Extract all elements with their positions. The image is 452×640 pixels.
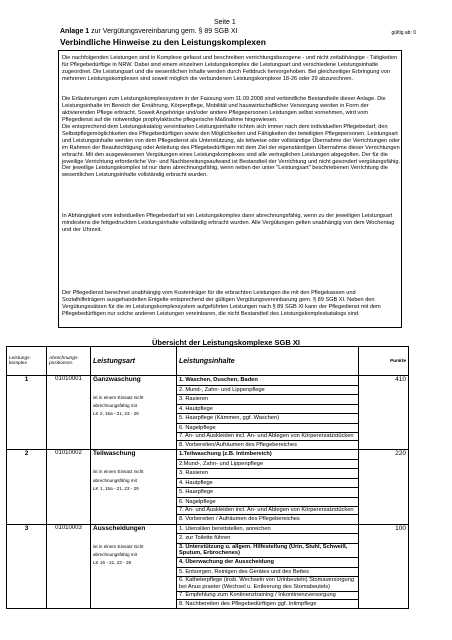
intro-box — [58, 50, 402, 328]
service-note-2: abrechnungsfähig mit — [93, 551, 137, 557]
content-item: 8. Vorbereiten / Aufräumen des Pflegebereiches — [179, 516, 300, 523]
content-item: 2.Mund-, Zahn- und Lippenpflege — [177, 460, 358, 470]
content-item: 3. Rasieren — [177, 469, 358, 479]
content-item: 3. Rasieren — [177, 395, 358, 405]
intro-paragraph-4: In Abhängigkeit vom individuellen Pflegebedarf ist ein Leistungskomplex dann abrechnungsfähig, wenn zu der jeweiligen Leistungsart mindestens die fettgedruckten Leistungsinhalte vollständig erbracht wurden. Alle Vergütungen gelten unabhängig von dem Wochentag und der Uhrzeit. — [62, 213, 395, 233]
content-item: 8. Nachbereiten des Pflegebedürftigen ggf. Intimpflege — [179, 600, 317, 607]
content-item: 7. An- und Auskleiden incl. An- und Ablegen von Körperersatzstücken — [177, 507, 358, 515]
service-table — [6, 346, 409, 609]
service-note-1: ist in einem Einsatz nicht — [93, 469, 144, 475]
content-item: 6. Nagelpflege — [177, 498, 358, 508]
table-header-row — [7, 347, 409, 376]
service-note-1: ist in einem Einsatz nicht — [93, 395, 144, 400]
service-note-2: abrechnungsfähig mit — [93, 477, 137, 483]
table-row — [7, 376, 409, 450]
valid-from: gültig ab: 0 — [391, 30, 416, 36]
content-item: 6. Nagelpflege — [177, 424, 358, 434]
service-type-title: Ausscheidungen — [93, 524, 146, 532]
content-item: 4. Hautpflege — [177, 405, 358, 415]
page-heading: Verbindliche Hinweise zu den Leistungskomplexen — [60, 37, 266, 47]
content-item: 6. Katheterpflege (insb. Wechseln von Urinbeuteln) Stomaversorgung bei Anus praeter (Wechsel u. Entleerung des Stomabeutels) — [177, 577, 358, 592]
table-row — [7, 524, 409, 608]
content-item: 5. Entsorgen, Reinigen des Gerätes und des Bettes — [177, 568, 358, 578]
row-contents — [177, 524, 359, 608]
row-number: 1 — [7, 376, 47, 450]
row-position: 01010002 — [47, 450, 91, 524]
row-number: 2 — [7, 450, 47, 524]
row-points: 220 — [359, 450, 409, 524]
service-note-3: LK 1, 15a - 21, 23 - 29 — [93, 485, 139, 491]
row-service-type — [91, 450, 177, 524]
intro-paragraph-1: Die nachfolgenden Leistungen sind in Komplexe gefasst und beschreiben verrichtungsbezogene - und nicht zeitabhängige - Tätigkeiten für Pflegebedürftige in NRW. Dabei sind einem einzelnen Leistungskomplex die Leistungsart und verschiedene Leistungsinhalte zugeordnet. Die Leistungsart und die wesentlichen Inhalte werden durch Fettdruck hervorgehoben. Bei gleichzeitiger Erbringung von mehreren Leistungskomplexen sind soweit möglich die verbundenen Leistungskomplexe 18-26 oder 29 abzurechnen. — [62, 55, 398, 82]
content-item: 1.Teilwaschung (z.B. Intimbereich) — [177, 450, 358, 460]
annex-title: zur Vergütungsvereinbarung gem. § 89 SGB XI — [91, 28, 238, 35]
content-item: 2. zur Toilette führen — [177, 534, 358, 544]
table-heading: Übersicht der Leistungskomplexe SGB XI — [152, 338, 300, 347]
content-item: 4. Überwachung der Ausscheidung — [177, 558, 358, 568]
content-item: 2. Mund-, Zahn- und Lippenpflege — [177, 386, 358, 396]
intro-paragraph-3: Die entsprechend dem Leistungskatalog vereinbarten Leistungsinhalte richten sich immer nach dem individuellen Pflegebedarf, den Selbstpflegemöglichkeiten des Pflegebedürftigen sowie den Möglichkeiten und Fähigkeiten der beteiligten Pflegepersonen. Leistungsart und Leistungsinhalte werden von dem Pflegedienst als Unterstützung, als teilweise oder vollständige Übernahme der Verrichtungen oder im Rahmen der Beaufsichtigung oder Anleitung des Pflegebedürftigen mit dem Ziel der eigenständigen Übernahme dieser Verrichtungen erbracht. Mit den ausgewiesenen Vergütungen eines Leistungskomplexes sind alle vertraglichen Leistungen abgegolten. Der für die jeweilige Verrichtung erforderliche Vor- und Nachbereitungsaufwand ist Bestandteil der Verrichtung und nicht gesondert vergütungsfähig. Der jeweilige Leistungskomplex ist nur dann abrechnungsfähig, wenn neben der unter "Leistungsart" beschriebenen Verrichtung die wesentlichen Leistungsinhalte vollständig erbracht wurden. — [62, 124, 401, 179]
content-item: 7. Empfehlung zum Kontinenztraining / Inkontinenzversorgung — [177, 592, 358, 600]
intro-paragraph-2: Die Erläuterungen zum Leistungskomplexsystem in der Fassung vom 11.09.2008 sind verbindliche Bestandteile dieser Anlage. Die Leistungsinhalte im Bereich der Ernährung, Körperpflege, Mobilität und hauswirtschaftlicher Versorgung werden in Form der aktivierenden Pflege erbracht. Soweit Angehörige und/oder andere Pflegepersonen Leistungen selbst vornehmen, wird vom Pflegedienst auf die notwendige prophylaktische pflegerische Maßnahme hingewiesen. — [62, 96, 386, 123]
header-art: Leistungsart — [91, 347, 177, 376]
content-item: 1. Utensilien bereitstellen, anreichen — [177, 525, 358, 535]
row-contents — [177, 450, 359, 524]
service-note-3: LK 2, 15a - 21, 23 - 29 — [93, 411, 139, 417]
annex-line — [60, 28, 237, 35]
service-type-title: Teilwaschung — [93, 450, 136, 458]
content-item: 1. Waschen, Duschen, Baden — [177, 376, 358, 386]
header-pos: Abrechnungs-positionsnr. — [47, 347, 91, 376]
service-note-1: ist in einem Einsatz nicht — [93, 543, 144, 549]
content-item: 3. Unterstützung u. allgem. Hilfestellung (Urin, Stuhl, Schweiß, Sputum, Erbrochenes) — [177, 544, 358, 559]
content-item: 8. Vorbereiten/Aufräumen des Pflegebereiches — [179, 441, 297, 448]
annex-label: Anlage 1 — [60, 28, 90, 35]
row-service-type — [91, 524, 177, 608]
row-number: 3 — [7, 524, 47, 608]
service-note-2: abrechnungsfähig mit — [93, 403, 137, 409]
header-punkte: Punkte — [359, 347, 409, 376]
row-position: 01010001 — [47, 376, 91, 450]
content-item: 4. Hautpflege — [177, 479, 358, 489]
content-item: 5. Haarpflege — [177, 488, 358, 498]
service-note-3: LK 16 - 21, 23 - 28 — [93, 560, 132, 565]
intro-paragraph-5: Der Pflegedienst berechnet unabhängig vom Kostenträger für die erbrachten Leistungen die mit den Pflegekassen und Sozialhilfeträgern ausgehandelten Entgelte entsprechend der gültigen Vergütungsvereinbarung gem. § 89 SGB XI. Neben den Vergütungssätzen für die im Leistungskomplexsystem aufgeführten Leistungen nach § 89 SGB XI kann der Pflegedienst mit dem Pflegebedürftigen nur solche anderen Leistungen vereinbaren, die nicht Bestandteil des Leistungskomplexkatalogs sind. — [62, 290, 381, 317]
header-nr: Leistungs-komplex — [7, 347, 47, 376]
row-position: 01010003 — [47, 524, 91, 608]
page-number: Seite 1 — [214, 19, 236, 26]
content-item: 7. An- und Auskleiden incl. An- und Ablegen von Körperersatzstücken — [177, 433, 358, 441]
content-item: 5. Haarpflege (Kämmen, ggf. Waschen) — [177, 414, 358, 424]
header-inhalte: Leistungsinhalte — [177, 347, 359, 376]
service-type-title: Ganzwaschung — [93, 376, 141, 383]
row-service-type — [91, 376, 177, 450]
table-row — [7, 450, 409, 524]
row-points: 410 — [359, 376, 409, 450]
row-contents — [177, 376, 359, 450]
row-points: 100 — [359, 524, 409, 608]
